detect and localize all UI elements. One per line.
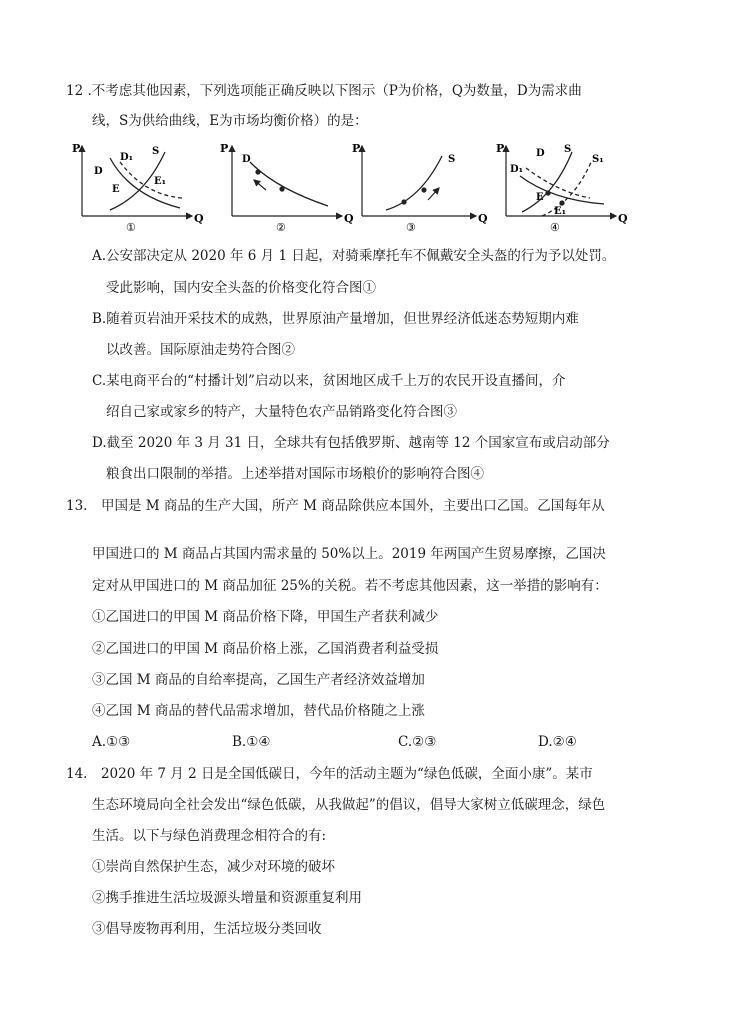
demand-curve-shifted [120, 162, 182, 198]
label-s: S [448, 154, 456, 165]
q13-stem-line-1: 13. 甲国是 M 商品的生产大国，所产 M 商品除供应本国外，主要出口乙国。乙国每年从 [66, 498, 605, 514]
q12-option-a-line-2: 受此影响，国内安全头盔的价格变化符合图① [106, 280, 376, 296]
q12-option-d-line-2: 粮食出口限制的举措。上述举措对国际市场粮价的影响符合图④ [106, 466, 484, 482]
graph-3 [350, 140, 490, 235]
demand-curve [250, 162, 328, 206]
q13-stem-line-2: 甲国进口的 M 商品占其国内需求量的 50%以上。2019 年两国产生贸易摩擦，乙国决 [92, 546, 606, 562]
q12-option-b-line-2: 以改善。国际原油走势符合图② [106, 342, 295, 358]
point-upper [421, 187, 426, 192]
point-lower [279, 186, 284, 191]
q12-option-c-line-1: C.某电商平台的“村播计划”启动以来，贫困地区成千上万的农民开设直播间，介 [92, 373, 566, 389]
graph-number: ④ [550, 221, 560, 234]
point-e [545, 190, 550, 195]
graph-1 [70, 140, 204, 235]
q-axis-label: Q [344, 212, 354, 225]
q13-answer-a: A.①③ [92, 734, 131, 750]
q12-option-a-line-1: A.公安部决定从 2020 年 6 月 1 日起，对骑乘摩托车不佩戴安全头盔的行为予以处罚。 [92, 248, 616, 264]
label-d1: D₁ [120, 152, 134, 163]
label-s: S [152, 146, 160, 157]
label-d: D [94, 166, 103, 177]
graph-number: ② [276, 221, 286, 234]
q13-answer-b: B.①④ [232, 734, 271, 750]
graph-number: ① [126, 221, 136, 234]
q12-graphs [70, 140, 630, 235]
label-s: S [564, 144, 572, 155]
q12-stem-line-2: 线，S为供给曲线，E为市场均衡价格）的是： [92, 113, 368, 129]
q13-item-2: ②乙国进口的甲国 M 商品价格上涨，乙国消费者利益受损 [92, 641, 439, 657]
graph-2 [210, 140, 354, 235]
q14-stem-line-3: 生活。以下与绿色消费理念相符合的有: [92, 828, 327, 844]
point-upper [255, 169, 260, 174]
label-e: E [112, 184, 120, 195]
movement-arrow [428, 188, 439, 200]
supply-curve-shifted [542, 160, 592, 216]
p-axis-label: P [72, 142, 81, 155]
q14-item-2: ②携手推进生活垃圾源头增量和资源重复利用 [92, 890, 362, 906]
p-axis-label: P [220, 142, 229, 155]
q14-stem-line-1: 14. 2020 年 7 月 2 日是全国低碳日，今年的活动主题为“绿色低碳，全面小康”。某市 [66, 766, 593, 782]
label-d1: D₁ [510, 164, 524, 175]
q-axis-label: Q [618, 212, 628, 225]
p-axis-label: P [352, 142, 361, 155]
q13-answer-c: C.②③ [398, 734, 437, 750]
label-e: E [536, 192, 544, 203]
q13-item-3: ③乙国 M 商品的自给率提高，乙国生产者经济效益增加 [92, 672, 425, 688]
movement-arrow [254, 180, 266, 190]
q12-option-c-line-2: 绍自己家或家乡的特产，大量特色农产品销路变化符合图③ [106, 404, 457, 420]
label-e1: E₁ [154, 176, 167, 187]
q12-option-d-line-1: D.截至 2020 年 3 月 31 日，全球共有包括俄罗斯、越南等 12 个国家宣布或启动部分 [92, 435, 610, 451]
p-axis-label: P [496, 142, 505, 155]
q-axis-label: Q [194, 212, 204, 225]
graph-4 [492, 140, 630, 235]
q14-item-3: ③倡导废物再利用，生活垃圾分类回收 [92, 921, 322, 937]
q14-stem-line-2: 生态环境局向全社会发出“绿色低碳，从我做起”的倡议，倡导大家树立低碳理念，绿色 [92, 797, 606, 813]
label-d: D [242, 154, 251, 165]
q13-item-4: ④乙国 M 商品的替代品需求增加，替代品价格随之上涨 [92, 703, 425, 719]
q12-option-b-line-1: B.随着页岩油开采技术的成熟，世界原油产量增加，但世界经济低迷态势短期内难 [92, 311, 579, 327]
label-d: D [536, 148, 545, 159]
label-s1: S₁ [592, 154, 604, 165]
q12-stem-line-1: 12 .不考虑其他因素，下列选项能正确反映以下图示（P为价格，Q为数量，D为需求曲 [66, 83, 582, 99]
label-e1: E₁ [554, 206, 567, 217]
point-e1 [559, 200, 564, 205]
graph-number: ③ [406, 221, 416, 234]
q13-item-1: ①乙国进口的甲国 M 商品价格下降，甲国生产者获利减少 [92, 609, 439, 625]
q13-answer-d: D.②④ [538, 734, 577, 750]
q13-stem-line-3: 定对从甲国进口的 M 商品加征 25%的关税。若不考虑其他因素，这一举措的影响有： [92, 578, 608, 594]
q-axis-label: Q [478, 212, 488, 225]
point-lower [401, 199, 406, 204]
supply-curve [386, 156, 442, 210]
q14-item-1: ①崇尚自然保护生态，减少对环境的破坏 [92, 859, 335, 875]
